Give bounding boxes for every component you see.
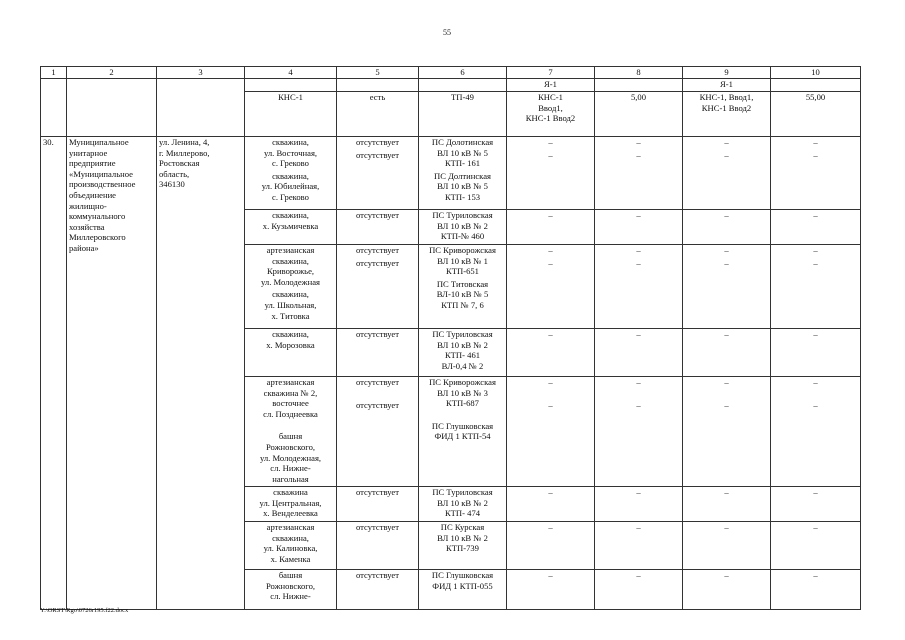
cell-line: – <box>724 257 729 268</box>
status-cell <box>337 522 419 570</box>
col9-cell <box>683 329 771 377</box>
col8-cell <box>595 210 683 245</box>
entry-number: 30. <box>41 137 67 610</box>
col8-cell <box>595 487 683 522</box>
continuation-object: КНС-1 <box>278 92 303 102</box>
cell-line: ПС Криворожская ВЛ 10 кВ № 1 КТП-651 <box>429 245 496 277</box>
cell-line: отсутствует <box>356 245 399 255</box>
cell-line: – <box>724 245 729 255</box>
status-cell <box>337 570 419 610</box>
col7-cell <box>507 570 595 610</box>
table-row <box>41 137 861 210</box>
col10-cell <box>771 487 861 522</box>
source-cell <box>419 245 507 329</box>
cell-line: артезианская скважина, ул. Калиновка, х. Каменка <box>263 522 318 564</box>
object-cell <box>245 377 337 487</box>
object-cell <box>245 329 337 377</box>
cell-line: – <box>548 522 553 532</box>
col-number: 4 <box>245 67 337 79</box>
cell-line: – <box>548 257 553 268</box>
col-number: 7 <box>507 67 595 79</box>
col8-cell <box>595 522 683 570</box>
cell-line: ПС Туриловская ВЛ 10 кВ № 2 КТП- 461 ВЛ-0,4 № 2 <box>432 329 493 371</box>
cell-line: – <box>636 210 641 220</box>
cell-line: – <box>636 329 641 339</box>
source-cell <box>419 377 507 487</box>
cell-line: – <box>636 149 641 160</box>
cell-line: скважина, х. Морозовка <box>266 329 315 350</box>
source-cell <box>419 210 507 245</box>
cell-line: – <box>548 377 553 387</box>
source-cell <box>419 329 507 377</box>
cell-line: отсутствует <box>356 329 399 339</box>
cell-line: отсутствует <box>356 137 399 147</box>
continuation-row <box>41 79 861 137</box>
cell-line: – <box>548 399 553 410</box>
col-number: 10 <box>771 67 861 79</box>
col9-cell <box>683 377 771 487</box>
status-cell <box>337 329 419 377</box>
cell-line: – <box>813 522 818 532</box>
continuation-source: ТП-49 <box>451 92 474 102</box>
cell-line: – <box>636 245 641 255</box>
cell-line: – <box>724 137 729 147</box>
cell-line: – <box>548 149 553 160</box>
continuation-col9: КНС-1, Ввод1, КНС-1 Ввод2 <box>699 92 754 113</box>
cell-line: – <box>548 570 553 580</box>
status-cell <box>337 487 419 522</box>
col10-cell <box>771 137 861 210</box>
source-cell <box>419 487 507 522</box>
status-cell <box>337 245 419 329</box>
col10-cell <box>771 377 861 487</box>
continuation-col10: 55,00 <box>805 92 826 102</box>
cell-line: – <box>548 487 553 497</box>
column-number-row <box>41 67 861 79</box>
col10-cell <box>771 210 861 245</box>
cell-line: артезианская скважина, Криворожье, ул. Молодежная <box>261 245 320 287</box>
cell-line: – <box>813 329 818 339</box>
col9-cell <box>683 245 771 329</box>
cell-line: ПС Титовская ВЛ-10 кВ № 5 КТП № 7, 6 <box>436 278 489 310</box>
col7-cell <box>507 245 595 329</box>
continuation-col7-top: Я-1 <box>507 79 594 92</box>
data-table <box>40 66 861 610</box>
organization-name: Муниципальное унитарное предприятие «Муниципальное производственное объединение жилищно-коммунального хозяйства Миллеровского района» <box>67 137 157 610</box>
cell-line: – <box>724 377 729 387</box>
cell-line: – <box>813 149 818 160</box>
cell-line: – <box>636 522 641 532</box>
cell-line: отсутствует <box>356 210 399 220</box>
status-cell <box>337 377 419 487</box>
object-cell <box>245 245 337 329</box>
col9-cell <box>683 570 771 610</box>
status-cell <box>337 210 419 245</box>
cell-line: – <box>813 210 818 220</box>
page-number: 55 <box>443 28 451 37</box>
col7-cell <box>507 137 595 210</box>
cell-line: ПС Криворожская ВЛ 10 кВ № 3 КТП-687 <box>429 377 496 409</box>
continuation-col8: 5,00 <box>630 92 647 102</box>
source-cell <box>419 137 507 210</box>
cell-line: – <box>724 399 729 410</box>
cell-line: – <box>548 329 553 339</box>
col7-cell <box>507 210 595 245</box>
cell-line: – <box>813 137 818 147</box>
col8-cell <box>595 570 683 610</box>
cell-line: скважина, ул. Юбилейная, с. Греково <box>261 170 320 202</box>
cell-line: – <box>724 522 729 532</box>
col8-cell <box>595 137 683 210</box>
col8-cell <box>595 329 683 377</box>
cell-line: – <box>636 570 641 580</box>
cell-line: скважина, ул. Школьная, х. Титовка <box>264 289 317 321</box>
col7-cell <box>507 522 595 570</box>
cell-line: – <box>724 329 729 339</box>
cell-line: отсутствует <box>356 377 399 387</box>
col8-cell <box>595 377 683 487</box>
col-number: 9 <box>683 67 771 79</box>
continuation-col7: КНС-1 Ввод1, КНС-1 Ввод2 <box>525 92 576 124</box>
cell-line: – <box>813 377 818 387</box>
cell-line: – <box>636 257 641 268</box>
cell-line: – <box>548 137 553 147</box>
col10-cell <box>771 329 861 377</box>
cell-line: ПС Долотинская ВЛ 10 кВ № 5 КТП- 161 <box>431 137 494 169</box>
continuation-status: есть <box>369 92 386 102</box>
cell-line: отсутствует <box>356 257 399 268</box>
source-cell <box>419 522 507 570</box>
cell-line: – <box>548 245 553 255</box>
object-cell <box>245 137 337 210</box>
col9-cell <box>683 137 771 210</box>
col7-cell <box>507 487 595 522</box>
cell-line: скважина ул. Центральная, х. Венделеевка <box>259 487 322 519</box>
cell-line: ПС Глушковская ФИД 1 КТП-54 <box>431 420 494 442</box>
cell-line: отсутствует <box>356 149 399 160</box>
cell-line: – <box>636 487 641 497</box>
cell-line: – <box>548 210 553 220</box>
col-number: 6 <box>419 67 507 79</box>
cell-line: ПС Глушковская ФИД 1 КТП-055 <box>431 570 494 591</box>
col-number: 2 <box>67 67 157 79</box>
col10-cell <box>771 570 861 610</box>
cell-line: – <box>813 399 818 410</box>
cell-line: ПС Туриловская ВЛ 10 кВ № 2 КТП- 474 <box>432 487 493 519</box>
cell-line: – <box>636 399 641 410</box>
cell-line: ПС Долтинская ВЛ 10 кВ № 5 КТП- 153 <box>433 170 491 202</box>
cell-line: – <box>724 149 729 160</box>
object-cell <box>245 487 337 522</box>
status-cell <box>337 137 419 210</box>
cell-line: отсутствует <box>356 522 399 532</box>
cell-line: – <box>724 210 729 220</box>
cell-line: ПС Туриловская ВЛ 10 кВ № 2 КТП-№ 460 <box>432 210 493 242</box>
cell-line: – <box>724 570 729 580</box>
col9-cell <box>683 487 771 522</box>
col-number: 1 <box>41 67 67 79</box>
col7-cell <box>507 329 595 377</box>
col-number: 5 <box>337 67 419 79</box>
object-cell <box>245 570 337 610</box>
col8-cell <box>595 245 683 329</box>
cell-line: ПС Курская ВЛ 10 кВ № 2 КТП-739 <box>437 522 488 554</box>
object-cell <box>245 522 337 570</box>
cell-line: – <box>724 487 729 497</box>
col9-cell <box>683 522 771 570</box>
object-cell <box>245 210 337 245</box>
cell-line: башня Рожновского, сл. Нижне- <box>265 570 316 602</box>
cell-line: – <box>636 137 641 147</box>
cell-line: – <box>813 487 818 497</box>
col9-cell <box>683 210 771 245</box>
col-number: 3 <box>157 67 245 79</box>
cell-line: – <box>813 257 818 268</box>
source-cell <box>419 570 507 610</box>
col-number: 8 <box>595 67 683 79</box>
cell-line: отсутствует <box>356 399 399 410</box>
cell-line: скважина, ул. Восточная, с. Греково <box>263 137 318 169</box>
col7-cell <box>507 377 595 487</box>
cell-line: скважина, х. Кузьмичевка <box>262 210 319 231</box>
cell-line: отсутствует <box>356 570 399 580</box>
cell-line: – <box>636 377 641 387</box>
cell-line: артезианская скважина № 2, восточнее сл. Позднеевка <box>263 377 318 419</box>
cell-line: отсутствует <box>356 487 399 497</box>
organization-address: ул. Ленина, 4, г. Миллерово, Ростовская область, 346130 <box>157 137 245 610</box>
col10-cell <box>771 245 861 329</box>
continuation-col9-top: Я-1 <box>683 79 770 92</box>
cell-line: башня Рожновского, ул. Молодежная, сл. Нижне- нагольная <box>259 431 322 484</box>
footer-path: Y:\ORST\Rgo\0726r195.f22.docx <box>40 607 129 614</box>
cell-line: – <box>813 245 818 255</box>
col10-cell <box>771 522 861 570</box>
cell-line: – <box>813 570 818 580</box>
